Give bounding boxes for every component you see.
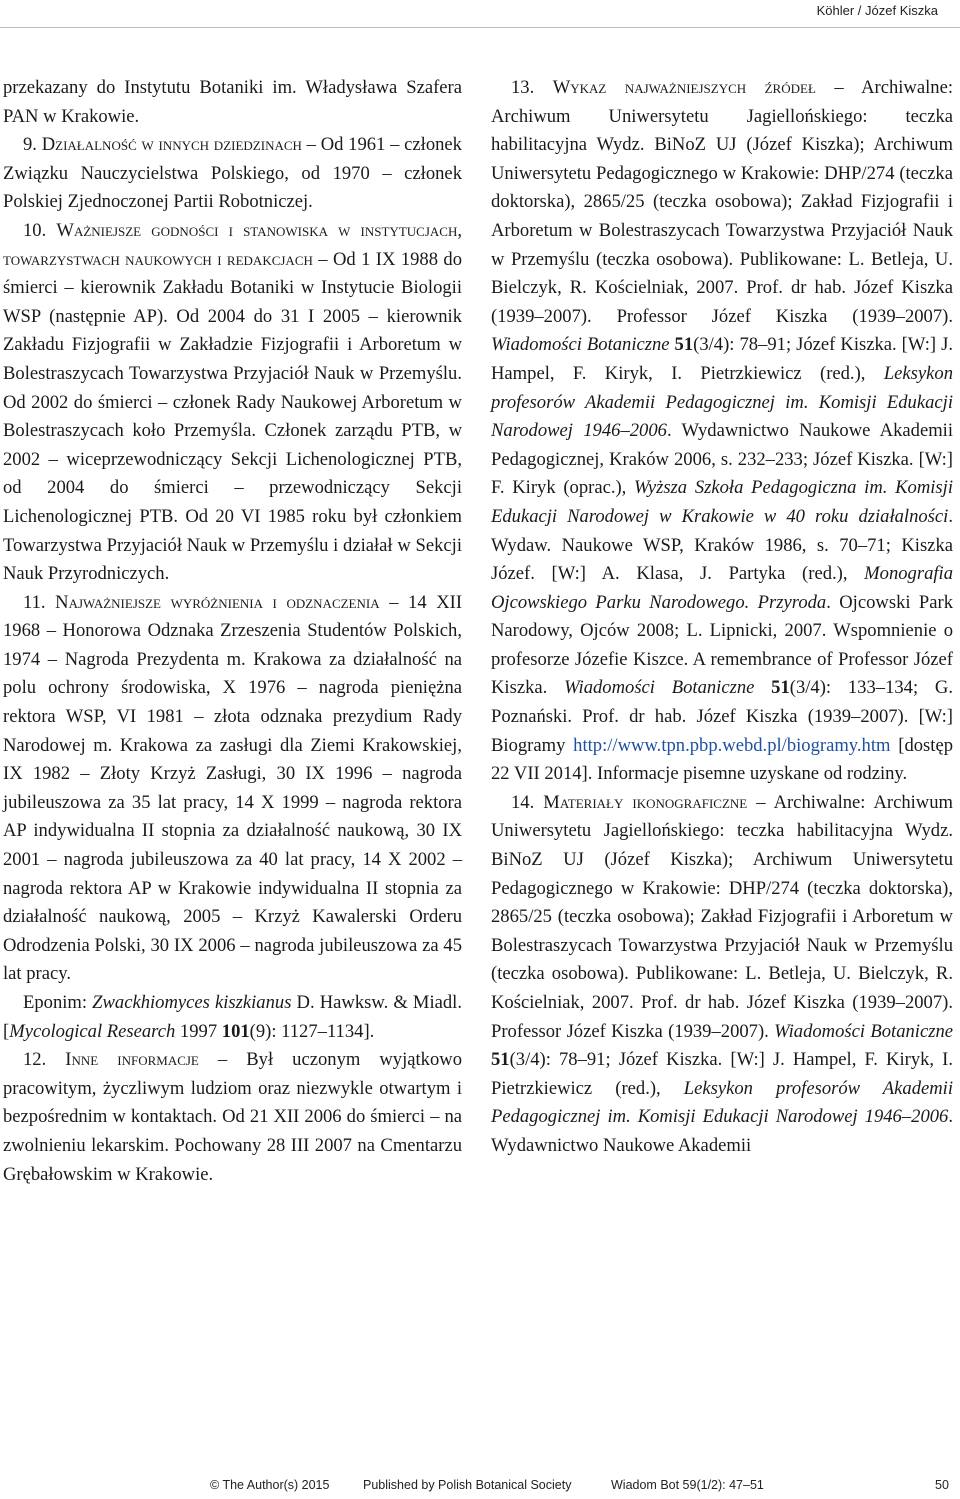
section-heading: Działalność w innych dziedzinach bbox=[41, 134, 302, 156]
eponym-label: Eponim: bbox=[23, 992, 88, 1013]
section-number: 12. bbox=[23, 1049, 47, 1071]
section-heading: Inne informacje bbox=[65, 1049, 199, 1071]
journal-name: Wiadomości Botaniczne bbox=[564, 677, 755, 699]
eponym-paragraph: Eponim: Zwackhiomyces kiszkianus D. Hawksw. & Miadl. [Mycological Research 1997 101(9): 1127–1134]. bbox=[3, 992, 462, 1042]
footer-publisher: Published by Polish Botanical Society bbox=[363, 1478, 572, 1492]
section-heading: Materiały ikonograficzne bbox=[543, 791, 748, 813]
book-title: Monografia Ojcowskiego Parku Narodowego. Przyroda bbox=[491, 563, 953, 613]
book-title: Leksykon profesorów Akademii Pedagogicznej im. Komisji Edukacji Narodowej 1946–2006 bbox=[491, 362, 953, 442]
section-11 bbox=[3, 589, 462, 989]
left-column bbox=[3, 74, 462, 1189]
section-13: 13. Wykaz najważniejszych źródeł – Archiwalne: Archiwum Uniwersytetu Jagiellońskiego: teczka habilitacyjna Wydz. BiNoZ UJ (Józef Kiszka); Archiwum Uniwersytetu Pedagogicznego w Krakowie: DHP/274 (teczka doktorska), 2865/25 (teczka osobowa); Zakład Fizjografii i Arboretum w Bolestraszycach Towarzystwa Przyjaciół Nauk w Przemyślu (teczka osobowa). Publikowane: L. Betleja, U. Bielczyk, R. Kościelniak, 2007. Prof. dr hab. Józef Kiszka (1939–2007). Professor Józef Kiszka (1939–2007). Wiadomości Botaniczne 51(3/4): 78–91; Józef Kiszka. [W:] J. Hampel, F. Kiryk, I. Pietrzkiewicz (red.), Leksykon profesorów Akademii Pedagogicznej im. Komisji Edukacji Narodowej 1946–2006. Wydawnictwo Naukowe Akademii Pedagogicznej, Kraków 2006, s. 232–233; Józef Kiszka. [W:] F. Kiryk (oprac.), Wyższa Szkoła Pedagogiczna im. Komisji Edukacji Narodowej w Krakowie w 40 roku działalności. Wydaw. Naukowe WSP, Kraków 1986, s. 70–71; Kiszka Józef. [W:] A. Klasa, J. Partyka (red.), Monografia Ojcowskiego Parku Narodowego. Przyroda. Ojcowski Park Narodowy, Ojców 2008; L. Lipnicki, 2007. Wspomnienie o profesorze Józefie Kiszce. A remembrance of Professor Józef Kiszka. Wiadomości Botaniczne 51(3/4): 133–134; G. Poznański. Prof. dr hab. Józef Kiszka (1939–2007). [W:] Biogramy http://www.tpn.pbp.webd.pl/biogramy.htm [dostęp 22 VII 2014]. Informacje pisemne uzyskane od rodziny. bbox=[491, 77, 954, 785]
header-rule bbox=[0, 27, 960, 28]
journal-volume: 51 bbox=[491, 1049, 510, 1071]
section-text: – Był uczonym wyjątkowo pracowitym, życzliwym ludziom oraz niezwykle otwartym i bezpośrednim w kontaktach. Od 21 XII 2006 do śmierci – na zwolnieniu lekarskim. Pochowany 28 III 2007 na Cmentarzu Grębałowskim w Krakowie. bbox=[3, 1049, 462, 1185]
section-heading: Ważniejsze godności i stanowiska w instytucjach, towarzystwach naukowych i redakcjach bbox=[3, 219, 462, 270]
journal-volume: 101 bbox=[221, 1020, 250, 1042]
book-title: Wyższa Szkoła Pedagogiczna im. Komisji Edukacji Narodowej w Krakowie w 40 roku działalności bbox=[491, 477, 954, 527]
section-9 bbox=[3, 131, 462, 217]
page-number: 50 bbox=[935, 1478, 949, 1492]
paragraph-continuation: przekazany do Instytutu Botaniki im. Władysława Szafera PAN w Krakowie. bbox=[3, 77, 462, 127]
journal-name: Mycological Research bbox=[9, 1020, 176, 1042]
section-number: 14. bbox=[511, 791, 535, 813]
section-number: 13. bbox=[511, 77, 535, 98]
journal-volume: 51 bbox=[754, 677, 790, 699]
journal-name: Wiadomości Botaniczne bbox=[491, 334, 670, 356]
section-number: 10. bbox=[23, 219, 47, 241]
footer-copyright: © The Author(s) 2015 bbox=[210, 1478, 330, 1492]
running-head: Köhler / Józef Kiszka bbox=[816, 3, 938, 18]
section-number: 9. bbox=[23, 134, 37, 156]
book-title: Leksykon profesorów Akademii Pedagogicznej im. Komisji Edukacji Narodowej 1946–2006 bbox=[491, 1077, 954, 1128]
section-text: – Od 1961 – członek Związku Nauczycielstwa Polskiego, od 1970 – członek Polskiej Zjednoczonej Partii Robotniczej. bbox=[3, 134, 462, 213]
section-heading: Najważniejsze wyróżnienia i odznaczenia bbox=[55, 591, 380, 613]
section-number: 11. bbox=[23, 591, 46, 613]
eponym-taxon: Zwackhiomyces kiszkianus bbox=[92, 992, 292, 1013]
source-link[interactable]: http://www.tpn.pbp.webd.pl/biogramy.htm bbox=[573, 734, 891, 756]
section-text: – Od 1 IX 1988 do śmierci – kierownik Zakładu Botaniki w Instytucie Biologii WSP (następnie AP). Od 2004 do 31 I 2005 – kierownik Zakładu Fizjografii w Zakładzie Fizjografii i Arboretum w Bolestraszycach Towarzystwa Przyjaciół Nauk w Przemyślu. Od 2002 do śmierci – członek Rady Naukowej Arboretum w Bolestraszycach koło Przemyśla. Członek zarządu PTB, w 2002 – wiceprzewodniczący Sekcji Lichenologicznej PTB, od 2004 do śmierci – przewodniczący Sekcji Lichenologicznej PTB. Od 20 VI 1985 roku był członkiem Towarzystwa Przyjaciół Nauk w Przemyślu i działał w Sekcji Nauk Przyrodniczych. bbox=[3, 248, 462, 585]
section-text: – 14 XII 1968 – Honorowa Odznaka Zrzeszenia Studentów Polskich, 1974 – Nagroda Prezydenta m. Krakowa za działalność na polu ochrony środowiska, X 1976 – nagroda pieniężna rektora WSP, VI 1981 – złota odznaka prezydium Rady Narodowej m. Krakowa za zasługi dla Ziemi Krakowskiej, IX 1982 – Złoty Krzyż Zasługi, 30 IX 1996 – nagroda jubileuszowa za 35 lat pracy, 14 X 1999 – nagroda rektora AP indywidualna II stopnia za działalność naukową, 30 IX 2001 – nagroda jubileuszowa za 40 lat pracy, 14 X 2002 – nagroda rektora AP w Krakowie indywidualna II stopnia za działalność naukową, 2005 – Krzyż Kawalerski Orderu Odrodzenia Polski, 30 IX 2006 – nagroda jubileuszowa za 45 lat pracy. bbox=[3, 591, 463, 985]
footer-citation: Wiadom Bot 59(1/2): 47–51 bbox=[611, 1478, 764, 1492]
journal-volume: 51 bbox=[669, 334, 694, 356]
right-column bbox=[491, 74, 953, 1161]
journal-name: Wiadomości Botaniczne bbox=[774, 1020, 953, 1042]
section-12 bbox=[3, 1046, 462, 1189]
section-heading: Wykaz najważniejszych źródeł bbox=[552, 77, 816, 98]
section-14: 14. Materiały ikonograficzne – Archiwalne: Archiwum Uniwersytetu Jagiellońskiego: teczka habilitacyjna Wydz. BiNoZ UJ (Józef Kiszka); Archiwum Uniwersytetu Pedagogicznego w Krakowie: DHP/274 (teczka doktorska), 2865/25 (teczka osobowa); Zakład Fizjografii i Arboretum w Bolestraszycach Towarzystwa Przyjaciół Nauk w Przemyślu (teczka osobowa). Publikowane: L. Betleja, U. Bielczyk, R. Kościelniak, 2007. Prof. dr hab. Józef Kiszka (1939–2007). Professor Józef Kiszka (1939–2007). Wiadomości Botaniczne 51(3/4): 78–91; Józef Kiszka. [W:] J. Hampel, F. Kiryk, I. Pietrzkiewicz (red.), Leksykon profesorów Akademii Pedagogicznej im. Komisji Edukacji Narodowej 1946–2006. Wydawnictwo Naukowe Akademii bbox=[491, 791, 954, 1156]
section-10 bbox=[3, 217, 462, 589]
